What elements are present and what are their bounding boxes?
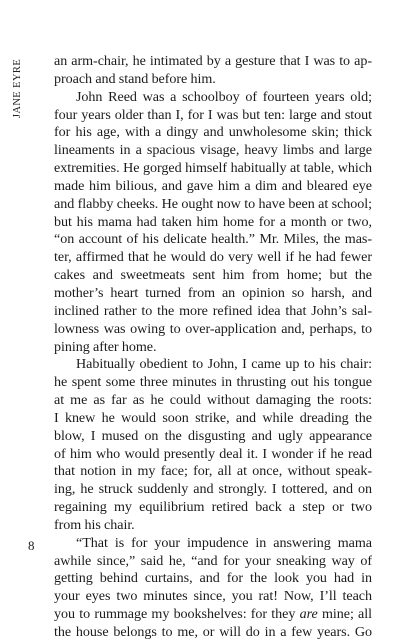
text-line: and flabby cheeks. He ought now to have been at school;	[54, 195, 372, 212]
text-line: ing, he struck suddenly and strongly. I tottered, and on	[54, 481, 372, 498]
text-line: lowness was owing to over-application and, perhaps, to	[54, 320, 372, 337]
text-line: getting behind curtains, and for the look you had in	[54, 570, 372, 587]
text-line: that notion in my face; for, all at once, without speak-	[54, 463, 372, 480]
text-line: inclined rather to the more refined idea that John’s sal-	[54, 302, 372, 319]
text-line: from his chair.	[54, 516, 135, 533]
text-line: regaining my equilibrium retired back a step or two	[54, 499, 372, 516]
text-line: he spent some three minutes in thrusting out his tongue	[54, 374, 372, 391]
text-line: Habitually obedient to John, I came up to his chair:	[76, 356, 372, 373]
text-line: blow, I mused on the disgusting and ugly appearance	[54, 427, 372, 444]
text-line: I knew he would soon strike, and while dreading the	[54, 409, 372, 426]
text-line: lineaments in a spacious visage, heavy limbs and large	[54, 142, 372, 159]
text-line: extremities. He gorged himself habitually at table, which	[54, 160, 372, 177]
text-line: John Reed was a schoolboy of fourteen years old;	[76, 88, 372, 105]
text-line: but his mama had taken him home for a month or two,	[54, 213, 372, 230]
text-line: you to rummage my bookshelves: for they are mine; all	[54, 606, 372, 623]
text-line: awhile since,” said he, “and for your sneaking way of	[54, 552, 372, 569]
text-line: your eyes two minutes since, you rat! Now, I’ll teach	[54, 588, 372, 605]
running-head	[6, 48, 30, 128]
text-line: for his age, with a dingy and unwholesome skin; thick	[54, 124, 372, 141]
text-line: an arm-chair, he intimated by a gesture that I was to ap-	[54, 53, 372, 69]
text-line: proach and stand before him.	[54, 70, 216, 87]
text-line: mother’s heart turned from an opinion so harsh, and	[54, 284, 372, 301]
text-line: at me as far as he could without damaging the roots:	[54, 392, 372, 409]
text-line: the house belongs to me, or will do in a few years. Go	[54, 624, 372, 640]
text-line: pining after home.	[54, 338, 157, 355]
text-line: made him bilious, and gave him a dim and bleared eye	[54, 177, 372, 194]
text-line: cakes and sweetmeats sent him from home; but the	[54, 267, 372, 284]
text-line: of him who would presently deal it. I wonder if he read	[54, 445, 372, 462]
running-head-title: JANE EYRE	[12, 58, 24, 118]
text-line: ter, affirmed that he would do very well if he had fewer	[54, 249, 372, 266]
page-number: 8	[28, 538, 35, 553]
text-line: four years older than I, for I was but ten: large and stout	[54, 106, 372, 123]
text-line: “on account of his delicate health.” Mr. Miles, the mas-	[54, 231, 372, 248]
body-text	[54, 53, 372, 642]
text-line: “That is for your impudence in answering mama	[76, 534, 372, 551]
